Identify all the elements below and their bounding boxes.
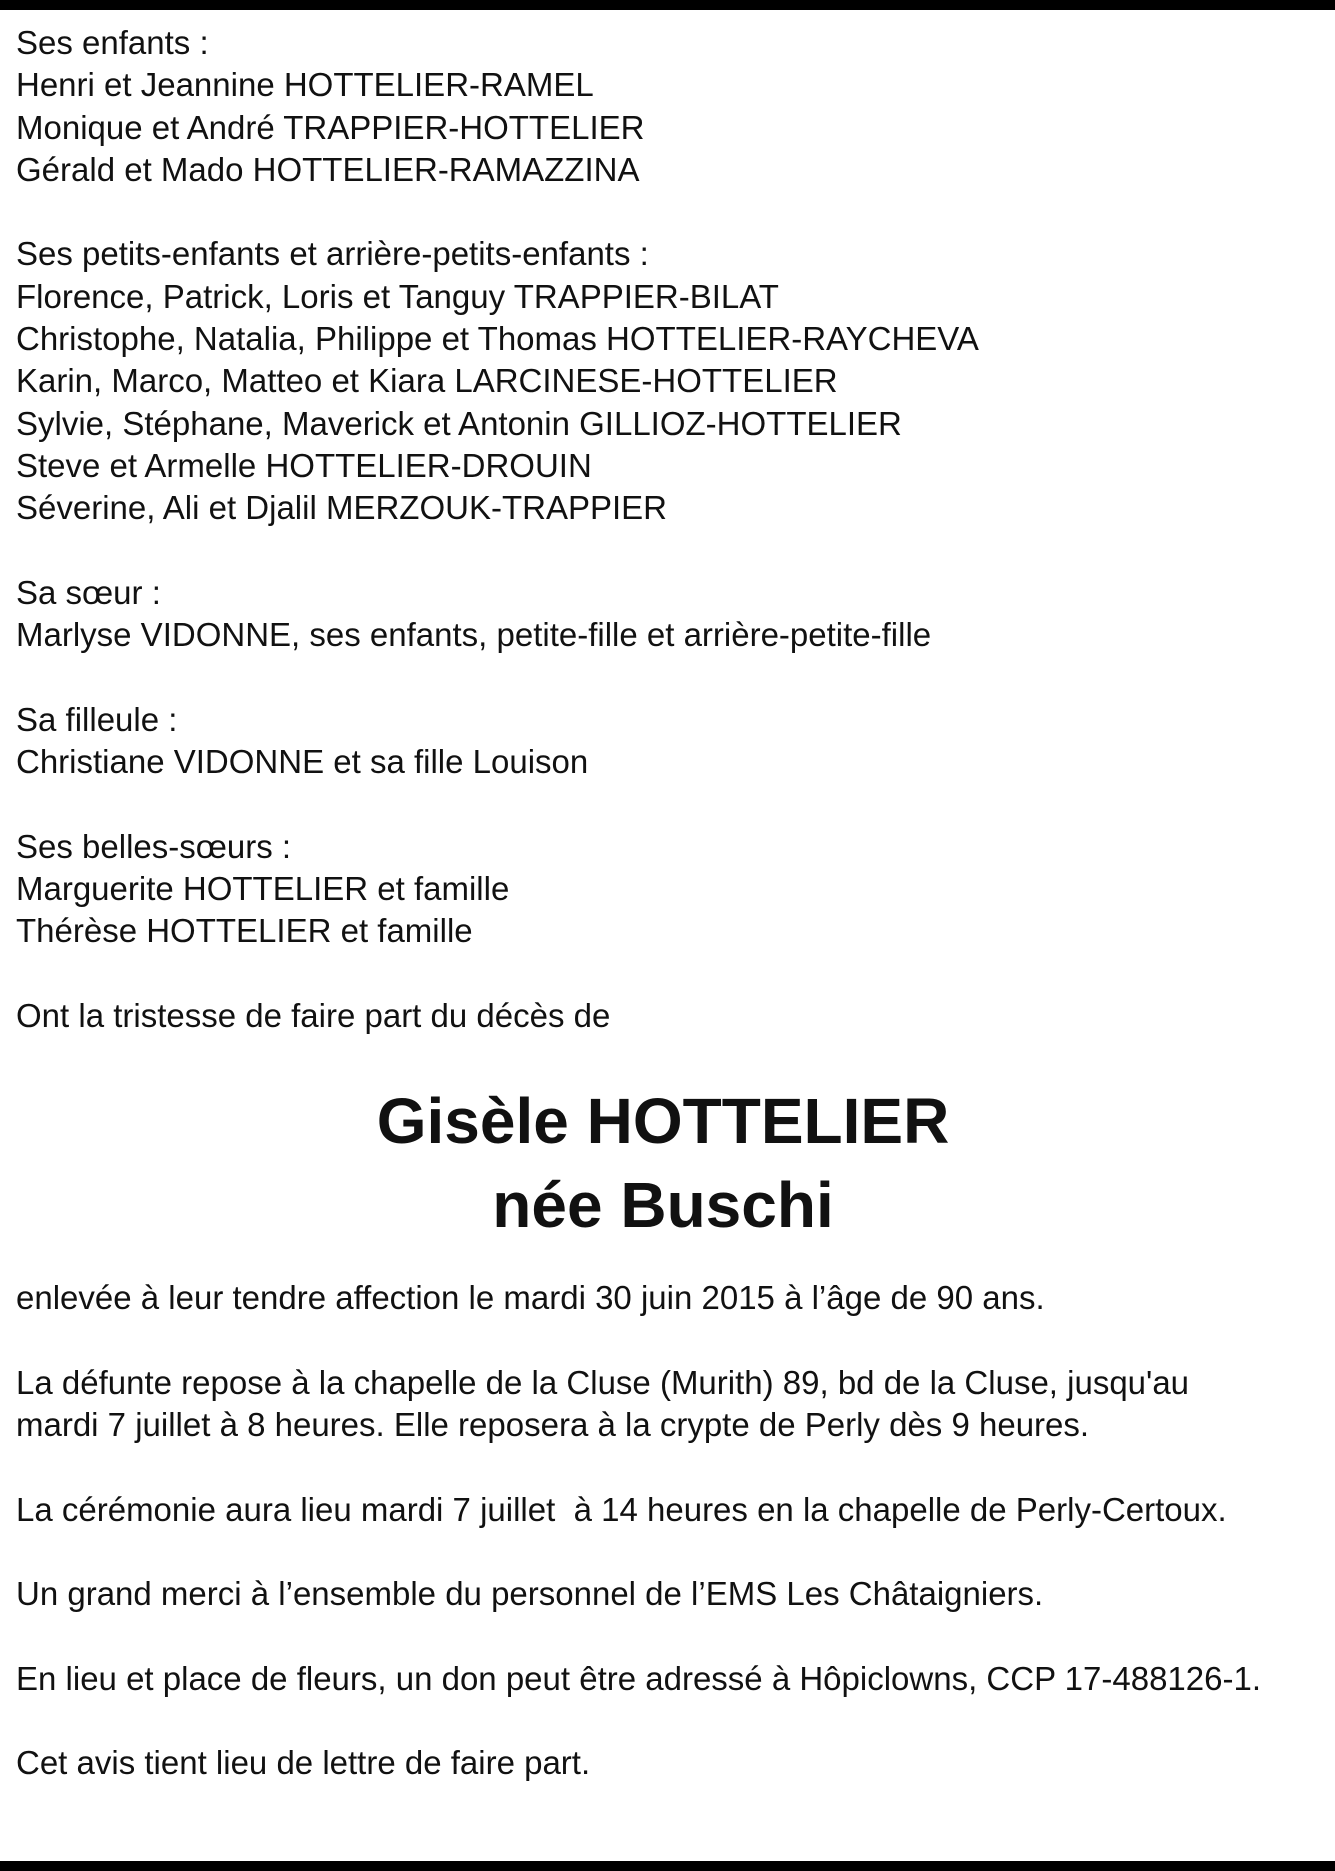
grandchild-line: Florence, Patrick, Loris et Tanguy TRAPPIER-BILAT bbox=[16, 277, 779, 315]
goddaughter-section bbox=[16, 699, 1326, 784]
repose-section bbox=[16, 1362, 1326, 1447]
announcement-section bbox=[16, 995, 1326, 1037]
grandchild-line: Séverine, Ali et Djalil MERZOUK-TRAPPIER bbox=[16, 489, 667, 527]
deceased-name: Gisèle HOTTELIER bbox=[376, 1085, 950, 1158]
announcement-text: Ont la tristesse de faire part du décès de bbox=[16, 996, 611, 1034]
grandchild-line: Steve et Armelle HOTTELIER-DROUIN bbox=[16, 446, 592, 484]
spacer bbox=[16, 1319, 1326, 1361]
ceremony-section bbox=[16, 1489, 1326, 1531]
death-notice bbox=[16, 22, 1326, 1785]
ceremony-text: La cérémonie aura lieu mardi 7 juillet à 14 heures en la chapelle de Perly-Certoux. bbox=[16, 1490, 1227, 1528]
spacer bbox=[16, 1700, 1326, 1742]
child-line: Gérald et Mado HOTTELIER-RAMAZZINA bbox=[16, 150, 640, 188]
closing-section bbox=[16, 1742, 1326, 1784]
goddaughter-heading: Sa filleule : bbox=[16, 700, 178, 738]
sister-heading: Sa sœur : bbox=[16, 573, 161, 611]
passing-section bbox=[16, 1277, 1326, 1319]
repose-text-line-2: mardi 7 juillet à 8 heures. Elle reposera à la crypte de Perly dès 9 heures. bbox=[16, 1406, 1090, 1444]
spacer bbox=[16, 656, 1326, 698]
grandchild-line: Sylvie, Stéphane, Maverick et Antonin GILLIOZ-HOTTELIER bbox=[16, 404, 902, 442]
passing-text: enlevée à leur tendre affection le mardi 30 juin 2015 à l’âge de 90 ans. bbox=[16, 1279, 1045, 1317]
goddaughter-line: Christiane VIDONNE et sa fille Louison bbox=[16, 743, 589, 781]
sister-line: Marlyse VIDONNE, ses enfants, petite-fille et arrière-petite-fille bbox=[16, 616, 932, 654]
child-line: Monique et André TRAPPIER-HOTTELIER bbox=[16, 108, 645, 146]
spacer bbox=[16, 1616, 1326, 1658]
sisters-in-law-heading: Ses belles-sœurs : bbox=[16, 827, 292, 865]
grandchildren-section bbox=[16, 233, 1326, 529]
grandchildren-heading: Ses petits-enfants et arrière-petits-enfants : bbox=[16, 235, 649, 273]
children-heading: Ses enfants : bbox=[16, 24, 209, 61]
grandchild-line: Christophe, Natalia, Philippe et Thomas HOTTELIER-RAYCHEVA bbox=[16, 320, 979, 358]
spacer bbox=[16, 191, 1326, 233]
spacer bbox=[16, 1531, 1326, 1573]
thanks-section bbox=[16, 1573, 1326, 1615]
closing-text: Cet avis tient lieu de lettre de faire part. bbox=[16, 1744, 591, 1782]
child-line: Henri et Jeannine HOTTELIER-RAMEL bbox=[16, 66, 594, 104]
donation-text: En lieu et place de fleurs, un don peut être adressé à Hôpiclowns, CCP 17-488126-1. bbox=[16, 1659, 1261, 1697]
sister-in-law-line: Thérèse HOTTELIER et famille bbox=[16, 912, 473, 950]
deceased-maiden-name: née Buschi bbox=[492, 1169, 834, 1242]
spacer bbox=[16, 530, 1326, 572]
bottom-border-rule bbox=[0, 1861, 1335, 1871]
sisters-in-law-section bbox=[16, 826, 1326, 953]
children-section bbox=[16, 22, 1326, 191]
grandchild-line: Karin, Marco, Matteo et Kiara LARCINESE-HOTTELIER bbox=[16, 362, 838, 400]
thanks-text: Un grand merci à l’ensemble du personnel de l’EMS Les Châtaigniers. bbox=[16, 1575, 1044, 1613]
repose-text-line-1: La défunte repose à la chapelle de la Cluse (Murith) 89, bd de la Cluse, jusqu'au bbox=[16, 1363, 1190, 1401]
top-border-rule bbox=[0, 0, 1335, 10]
spacer bbox=[16, 783, 1326, 825]
sister-in-law-line: Marguerite HOTTELIER et famille bbox=[16, 869, 510, 907]
deceased-name-block bbox=[16, 1079, 1326, 1247]
donation-section bbox=[16, 1658, 1326, 1700]
sister-section bbox=[16, 572, 1326, 657]
spacer bbox=[16, 953, 1326, 995]
spacer bbox=[16, 1446, 1326, 1488]
